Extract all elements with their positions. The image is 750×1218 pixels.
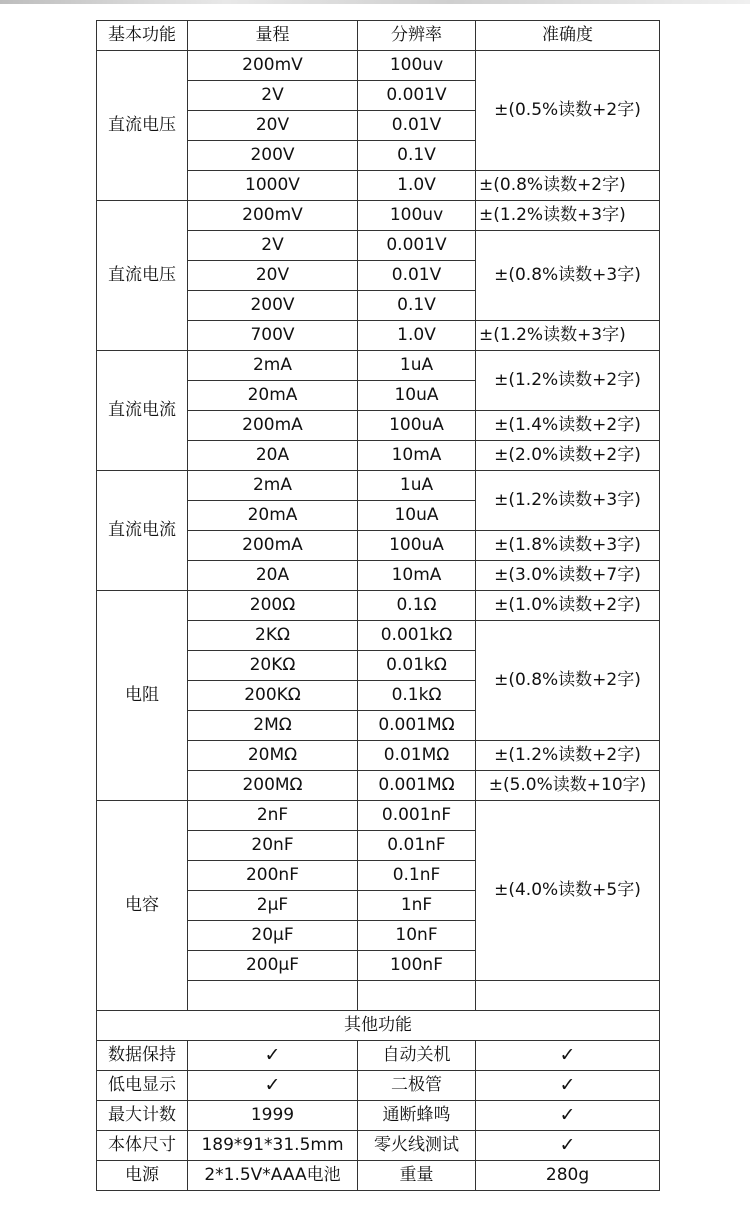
range-cell: 200mA [188, 531, 358, 561]
feature-label: 自动关机 [358, 1041, 476, 1071]
feature-label: 二极管 [358, 1071, 476, 1101]
range-cell: 2V [188, 81, 358, 111]
accuracy-cell: ±(0.8%读数+2字) [476, 621, 660, 741]
resolution-cell: 0.01kΩ [358, 651, 476, 681]
table-row [97, 1101, 660, 1131]
range-cell: 20MΩ [188, 741, 358, 771]
resolution-cell: 0.01nF [358, 831, 476, 861]
range-cell: 20mA [188, 381, 358, 411]
range-cell: 20V [188, 111, 358, 141]
function-label: 电阻 [97, 591, 188, 801]
header-row [97, 21, 660, 51]
other-functions-title: 其他功能 [97, 1011, 660, 1041]
range-cell: 2MΩ [188, 711, 358, 741]
resolution-cell: 1.0V [358, 321, 476, 351]
resolution-cell: 1uA [358, 471, 476, 501]
feature-label: 数据保持 [97, 1041, 188, 1071]
table-row [97, 471, 660, 501]
feature-label: 低电显示 [97, 1071, 188, 1101]
table-row [97, 1071, 660, 1101]
range-cell: 2mA [188, 471, 358, 501]
accuracy-cell: ±(4.0%读数+5字) [476, 801, 660, 981]
feature-value: 2*1.5V*AAA电池 [188, 1161, 358, 1191]
resolution-cell: 100uv [358, 201, 476, 231]
accuracy-cell: ±(1.2%读数+3字) [476, 321, 660, 351]
accuracy-cell: ±(0.5%读数+2字) [476, 51, 660, 171]
range-cell: 20A [188, 561, 358, 591]
resolution-cell: 0.001V [358, 231, 476, 261]
function-label: 直流电压 [97, 51, 188, 201]
range-cell: 200KΩ [188, 681, 358, 711]
accuracy-cell: ±(1.8%读数+3字) [476, 531, 660, 561]
table-row [97, 1131, 660, 1161]
feature-label: 本体尺寸 [97, 1131, 188, 1161]
table-row [97, 1041, 660, 1071]
check-icon: ✓ [476, 1131, 660, 1161]
check-icon: ✓ [476, 1041, 660, 1071]
range-cell: 2V [188, 231, 358, 261]
resolution-cell: 0.1V [358, 291, 476, 321]
range-cell: 2nF [188, 801, 358, 831]
resolution-cell: 100uA [358, 411, 476, 441]
check-icon: ✓ [476, 1101, 660, 1131]
resolution-cell: 1.0V [358, 171, 476, 201]
feature-value: 280g [476, 1161, 660, 1191]
empty-cell [188, 981, 358, 1011]
range-cell: 200mA [188, 411, 358, 441]
feature-value: 189*91*31.5mm [188, 1131, 358, 1161]
empty-cell [476, 981, 660, 1011]
resolution-cell: 10uA [358, 381, 476, 411]
accuracy-cell: ±(0.8%读数+3字) [476, 231, 660, 321]
feature-label: 电源 [97, 1161, 188, 1191]
resolution-cell: 0.001MΩ [358, 771, 476, 801]
resolution-cell: 10uA [358, 501, 476, 531]
resolution-cell: 0.1Ω [358, 591, 476, 621]
header-resolution: 分辨率 [358, 21, 476, 51]
function-label: 电容 [97, 801, 188, 1011]
accuracy-cell: ±(1.4%读数+2字) [476, 411, 660, 441]
range-cell: 200nF [188, 861, 358, 891]
range-cell: 2mA [188, 351, 358, 381]
feature-label: 重量 [358, 1161, 476, 1191]
range-cell: 200V [188, 291, 358, 321]
table-row [97, 351, 660, 381]
top-edge-decoration [0, 0, 750, 4]
accuracy-cell: ±(3.0%读数+7字) [476, 561, 660, 591]
table-row [97, 1161, 660, 1191]
resolution-cell: 0.001kΩ [358, 621, 476, 651]
accuracy-cell: ±(5.0%读数+10字) [476, 771, 660, 801]
resolution-cell: 10mA [358, 561, 476, 591]
resolution-cell: 0.1V [358, 141, 476, 171]
table-row [97, 591, 660, 621]
check-icon: ✓ [188, 1071, 358, 1101]
table-row [97, 51, 660, 81]
resolution-cell: 0.001MΩ [358, 711, 476, 741]
resolution-cell: 0.1nF [358, 861, 476, 891]
other-functions-title-row [97, 1011, 660, 1041]
range-cell: 1000V [188, 171, 358, 201]
range-cell: 20nF [188, 831, 358, 861]
range-cell: 20μF [188, 921, 358, 951]
function-label: 直流电流 [97, 351, 188, 471]
resolution-cell: 0.01MΩ [358, 741, 476, 771]
resolution-cell: 10mA [358, 441, 476, 471]
check-icon: ✓ [188, 1041, 358, 1071]
resolution-cell: 0.01V [358, 111, 476, 141]
range-cell: 700V [188, 321, 358, 351]
table-row [97, 201, 660, 231]
feature-label: 通断蜂鸣 [358, 1101, 476, 1131]
resolution-cell: 0.01V [358, 261, 476, 291]
resolution-cell: 1nF [358, 891, 476, 921]
accuracy-cell: ±(1.2%读数+3字) [476, 471, 660, 531]
resolution-cell: 0.001V [358, 81, 476, 111]
range-cell: 20V [188, 261, 358, 291]
resolution-cell: 1uA [358, 351, 476, 381]
empty-cell [358, 981, 476, 1011]
feature-label: 零火线测试 [358, 1131, 476, 1161]
range-cell: 200μF [188, 951, 358, 981]
spec-table [96, 20, 660, 1191]
accuracy-cell: ±(1.2%读数+3字) [476, 201, 660, 231]
function-label: 直流电流 [97, 471, 188, 591]
feature-value: 1999 [188, 1101, 358, 1131]
range-cell: 2KΩ [188, 621, 358, 651]
accuracy-cell: ±(1.2%读数+2字) [476, 741, 660, 771]
resolution-cell: 100uA [358, 531, 476, 561]
accuracy-cell: ±(1.2%读数+2字) [476, 351, 660, 411]
resolution-cell: 10nF [358, 921, 476, 951]
header-function: 基本功能 [97, 21, 188, 51]
feature-label: 最大计数 [97, 1101, 188, 1131]
check-icon: ✓ [476, 1071, 660, 1101]
resolution-cell: 0.001nF [358, 801, 476, 831]
header-range: 量程 [188, 21, 358, 51]
range-cell: 200mV [188, 201, 358, 231]
function-label: 直流电压 [97, 201, 188, 351]
header-accuracy: 准确度 [476, 21, 660, 51]
resolution-cell: 100uv [358, 51, 476, 81]
table-row [97, 801, 660, 831]
accuracy-cell: ±(2.0%读数+2字) [476, 441, 660, 471]
range-cell: 200V [188, 141, 358, 171]
range-cell: 2μF [188, 891, 358, 921]
range-cell: 20A [188, 441, 358, 471]
resolution-cell: 100nF [358, 951, 476, 981]
range-cell: 20mA [188, 501, 358, 531]
range-cell: 200Ω [188, 591, 358, 621]
range-cell: 200MΩ [188, 771, 358, 801]
accuracy-cell: ±(0.8%读数+2字) [476, 171, 660, 201]
accuracy-cell: ±(1.0%读数+2字) [476, 591, 660, 621]
range-cell: 200mV [188, 51, 358, 81]
resolution-cell: 0.1kΩ [358, 681, 476, 711]
range-cell: 20KΩ [188, 651, 358, 681]
